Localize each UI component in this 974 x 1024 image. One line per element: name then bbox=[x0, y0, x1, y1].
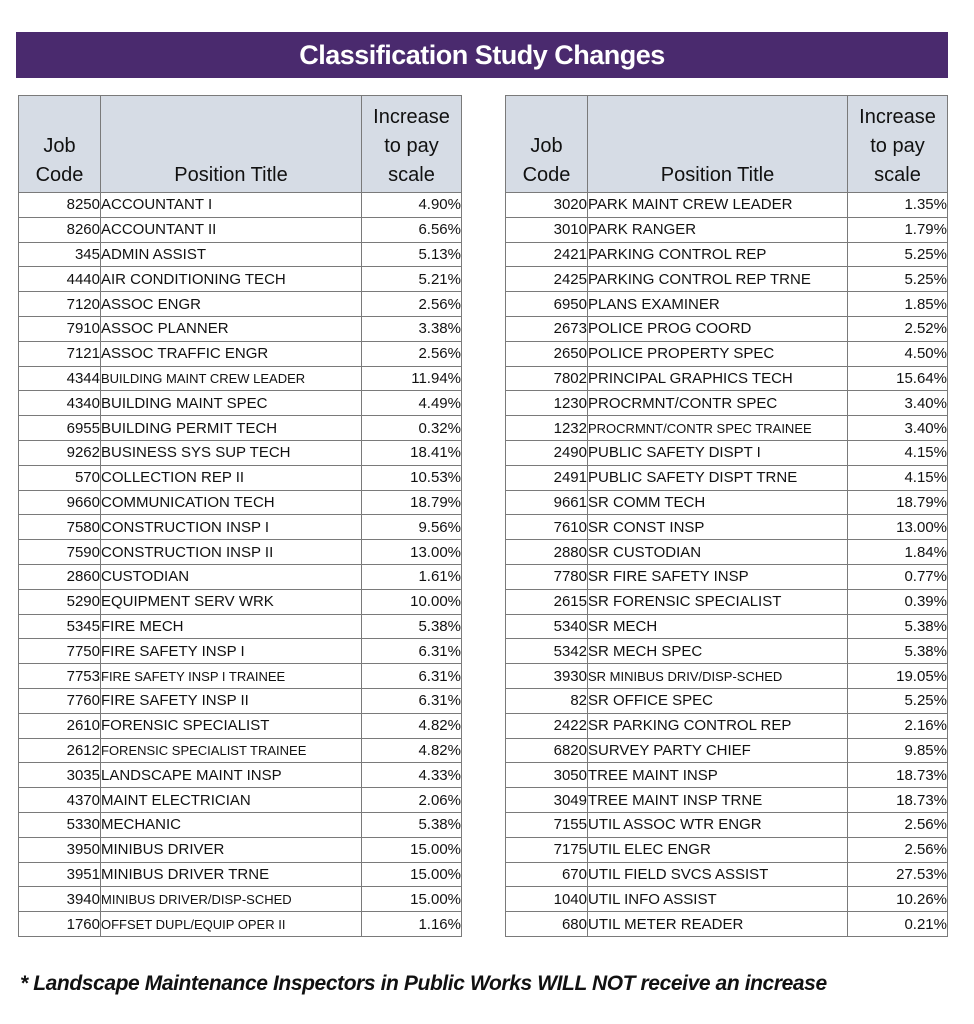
job-code-cell: 9661 bbox=[506, 490, 588, 515]
increase-cell: 15.00% bbox=[362, 862, 462, 887]
increase-cell: 18.41% bbox=[362, 440, 462, 465]
job-code-cell: 2673 bbox=[506, 316, 588, 341]
position-title-cell: PROCRMNT/CONTR SPEC TRAINEE bbox=[588, 416, 848, 441]
position-title-cell: SURVEY PARTY CHIEF bbox=[588, 738, 848, 763]
job-code-cell: 6955 bbox=[19, 416, 101, 441]
header-job-code: Job Code bbox=[19, 96, 101, 193]
table-row bbox=[19, 639, 462, 664]
increase-cell: 27.53% bbox=[848, 862, 948, 887]
position-title-cell: PUBLIC SAFETY DISPT I bbox=[588, 440, 848, 465]
job-code-cell: 7121 bbox=[19, 341, 101, 366]
table-row bbox=[506, 837, 948, 862]
job-code-cell: 2422 bbox=[506, 713, 588, 738]
job-code-cell: 680 bbox=[506, 912, 588, 937]
position-title-cell: ASSOC ENGR bbox=[101, 292, 362, 317]
job-code-cell: 82 bbox=[506, 688, 588, 713]
table-row bbox=[506, 391, 948, 416]
table-row bbox=[506, 639, 948, 664]
table-row bbox=[506, 341, 948, 366]
table-row bbox=[506, 440, 948, 465]
increase-cell: 0.77% bbox=[848, 564, 948, 589]
position-title-cell: UTIL METER READER bbox=[588, 912, 848, 937]
table-row bbox=[506, 416, 948, 441]
table-body-right bbox=[506, 193, 948, 937]
increase-cell: 4.33% bbox=[362, 763, 462, 788]
job-code-cell: 2490 bbox=[506, 440, 588, 465]
job-code-cell: 7155 bbox=[506, 812, 588, 837]
table-row bbox=[19, 341, 462, 366]
table-row bbox=[506, 812, 948, 837]
increase-cell: 3.38% bbox=[362, 316, 462, 341]
position-title-cell: SR MECH SPEC bbox=[588, 639, 848, 664]
job-code-cell: 8260 bbox=[19, 217, 101, 242]
increase-cell: 18.73% bbox=[848, 763, 948, 788]
job-code-cell: 8250 bbox=[19, 193, 101, 218]
job-code-cell: 1232 bbox=[506, 416, 588, 441]
position-title-cell: SR OFFICE SPEC bbox=[588, 688, 848, 713]
increase-cell: 2.16% bbox=[848, 713, 948, 738]
job-code-cell: 570 bbox=[19, 465, 101, 490]
job-code-cell: 3951 bbox=[19, 862, 101, 887]
increase-cell: 4.90% bbox=[362, 193, 462, 218]
table-header-row bbox=[19, 96, 462, 193]
increase-cell: 11.94% bbox=[362, 366, 462, 391]
header-position-title: Position Title bbox=[588, 96, 848, 193]
table-row bbox=[19, 416, 462, 441]
table-row bbox=[506, 738, 948, 763]
position-title-cell: UTIL FIELD SVCS ASSIST bbox=[588, 862, 848, 887]
job-code-cell: 5340 bbox=[506, 614, 588, 639]
increase-cell: 2.56% bbox=[362, 341, 462, 366]
increase-cell: 4.50% bbox=[848, 341, 948, 366]
table-row bbox=[506, 589, 948, 614]
header-position-title: Position Title bbox=[101, 96, 362, 193]
job-code-cell: 3010 bbox=[506, 217, 588, 242]
table-row bbox=[19, 688, 462, 713]
position-title-cell: FIRE SAFETY INSP II bbox=[101, 688, 362, 713]
classification-table-right bbox=[505, 95, 948, 937]
position-title-cell: ADMIN ASSIST bbox=[101, 242, 362, 267]
position-title-cell: UTIL ELEC ENGR bbox=[588, 837, 848, 862]
increase-cell: 2.56% bbox=[362, 292, 462, 317]
job-code-cell: 7120 bbox=[19, 292, 101, 317]
job-code-cell: 7780 bbox=[506, 564, 588, 589]
position-title-cell: MINIBUS DRIVER/DISP-SCHED bbox=[101, 887, 362, 912]
increase-cell: 1.61% bbox=[362, 564, 462, 589]
increase-cell: 18.79% bbox=[362, 490, 462, 515]
increase-cell: 2.06% bbox=[362, 788, 462, 813]
table-row bbox=[19, 366, 462, 391]
table-row bbox=[19, 440, 462, 465]
position-title-cell: PARKING CONTROL REP bbox=[588, 242, 848, 267]
table-row bbox=[19, 193, 462, 218]
position-title-cell: ASSOC TRAFFIC ENGR bbox=[101, 341, 362, 366]
increase-cell: 1.84% bbox=[848, 540, 948, 565]
increase-cell: 1.79% bbox=[848, 217, 948, 242]
increase-cell: 0.32% bbox=[362, 416, 462, 441]
header-job-code: Job Code bbox=[506, 96, 588, 193]
increase-cell: 5.38% bbox=[362, 614, 462, 639]
job-code-cell: 3020 bbox=[506, 193, 588, 218]
header-increase: Increase to pay scale bbox=[362, 96, 462, 193]
increase-cell: 9.85% bbox=[848, 738, 948, 763]
table-row bbox=[19, 763, 462, 788]
table-row bbox=[19, 664, 462, 689]
increase-cell: 4.15% bbox=[848, 465, 948, 490]
increase-cell: 6.31% bbox=[362, 664, 462, 689]
table-row bbox=[19, 788, 462, 813]
increase-cell: 5.38% bbox=[362, 812, 462, 837]
table-row bbox=[506, 217, 948, 242]
position-title-cell: ASSOC PLANNER bbox=[101, 316, 362, 341]
table-row bbox=[19, 267, 462, 292]
table-row bbox=[19, 812, 462, 837]
increase-cell: 9.56% bbox=[362, 515, 462, 540]
job-code-cell: 4440 bbox=[19, 267, 101, 292]
position-title-cell: SR CUSTODIAN bbox=[588, 540, 848, 565]
table-row bbox=[19, 564, 462, 589]
table-row bbox=[19, 614, 462, 639]
position-title-cell: LANDSCAPE MAINT INSP bbox=[101, 763, 362, 788]
position-title-cell: CUSTODIAN bbox=[101, 564, 362, 589]
increase-cell: 5.38% bbox=[848, 614, 948, 639]
increase-cell: 5.38% bbox=[848, 639, 948, 664]
table-row bbox=[506, 688, 948, 713]
job-code-cell: 670 bbox=[506, 862, 588, 887]
position-title-cell: UTIL ASSOC WTR ENGR bbox=[588, 812, 848, 837]
header-increase: Increase to pay scale bbox=[848, 96, 948, 193]
job-code-cell: 1040 bbox=[506, 887, 588, 912]
increase-cell: 5.21% bbox=[362, 267, 462, 292]
job-code-cell: 4370 bbox=[19, 788, 101, 813]
increase-cell: 5.25% bbox=[848, 242, 948, 267]
table-row bbox=[19, 292, 462, 317]
table-header-row bbox=[506, 96, 948, 193]
position-title-cell: EQUIPMENT SERV WRK bbox=[101, 589, 362, 614]
table-row bbox=[506, 267, 948, 292]
increase-cell: 6.31% bbox=[362, 688, 462, 713]
table-row bbox=[19, 465, 462, 490]
job-code-cell: 1230 bbox=[506, 391, 588, 416]
position-title-cell: FORENSIC SPECIALIST bbox=[101, 713, 362, 738]
table-row bbox=[506, 292, 948, 317]
position-title-cell: TREE MAINT INSP TRNE bbox=[588, 788, 848, 813]
job-code-cell: 3035 bbox=[19, 763, 101, 788]
table-row bbox=[506, 862, 948, 887]
increase-cell: 2.56% bbox=[848, 837, 948, 862]
position-title-cell: POLICE PROPERTY SPEC bbox=[588, 341, 848, 366]
increase-cell: 18.79% bbox=[848, 490, 948, 515]
table-row bbox=[506, 614, 948, 639]
table-row bbox=[19, 490, 462, 515]
table-row bbox=[506, 564, 948, 589]
position-title-cell: PARKING CONTROL REP TRNE bbox=[588, 267, 848, 292]
increase-cell: 13.00% bbox=[362, 540, 462, 565]
job-code-cell: 5345 bbox=[19, 614, 101, 639]
increase-cell: 4.49% bbox=[362, 391, 462, 416]
table-row bbox=[506, 664, 948, 689]
position-title-cell: SR FORENSIC SPECIALIST bbox=[588, 589, 848, 614]
position-title-cell: FIRE SAFETY INSP I TRAINEE bbox=[101, 664, 362, 689]
job-code-cell: 2610 bbox=[19, 713, 101, 738]
increase-cell: 6.56% bbox=[362, 217, 462, 242]
increase-cell: 1.16% bbox=[362, 912, 462, 937]
table-row bbox=[506, 490, 948, 515]
table-row bbox=[19, 862, 462, 887]
table-row bbox=[19, 912, 462, 937]
table-row bbox=[19, 540, 462, 565]
table-row bbox=[19, 316, 462, 341]
increase-cell: 3.40% bbox=[848, 391, 948, 416]
job-code-cell: 7753 bbox=[19, 664, 101, 689]
table-row bbox=[506, 540, 948, 565]
position-title-cell: SR PARKING CONTROL REP bbox=[588, 713, 848, 738]
position-title-cell: PRINCIPAL GRAPHICS TECH bbox=[588, 366, 848, 391]
position-title-cell: SR CONST INSP bbox=[588, 515, 848, 540]
job-code-cell: 2615 bbox=[506, 589, 588, 614]
table-row bbox=[19, 217, 462, 242]
table-row bbox=[506, 515, 948, 540]
table-row bbox=[19, 713, 462, 738]
position-title-cell: MECHANIC bbox=[101, 812, 362, 837]
table-row bbox=[19, 589, 462, 614]
job-code-cell: 345 bbox=[19, 242, 101, 267]
job-code-cell: 7802 bbox=[506, 366, 588, 391]
increase-cell: 1.35% bbox=[848, 193, 948, 218]
position-title-cell: POLICE PROG COORD bbox=[588, 316, 848, 341]
table-row bbox=[19, 242, 462, 267]
job-code-cell: 2421 bbox=[506, 242, 588, 267]
increase-cell: 2.56% bbox=[848, 812, 948, 837]
job-code-cell: 2860 bbox=[19, 564, 101, 589]
job-code-cell: 2650 bbox=[506, 341, 588, 366]
table-row bbox=[19, 515, 462, 540]
increase-cell: 5.13% bbox=[362, 242, 462, 267]
job-code-cell: 4340 bbox=[19, 391, 101, 416]
job-code-cell: 9660 bbox=[19, 490, 101, 515]
increase-cell: 4.82% bbox=[362, 713, 462, 738]
increase-cell: 13.00% bbox=[848, 515, 948, 540]
position-title-cell: ACCOUNTANT II bbox=[101, 217, 362, 242]
position-title-cell: COMMUNICATION TECH bbox=[101, 490, 362, 515]
job-code-cell: 9262 bbox=[19, 440, 101, 465]
position-title-cell: AIR CONDITIONING TECH bbox=[101, 267, 362, 292]
increase-cell: 5.25% bbox=[848, 688, 948, 713]
position-title-cell: BUILDING MAINT CREW LEADER bbox=[101, 366, 362, 391]
position-title-cell: SR COMM TECH bbox=[588, 490, 848, 515]
table-row bbox=[19, 738, 462, 763]
table-row bbox=[506, 465, 948, 490]
job-code-cell: 3950 bbox=[19, 837, 101, 862]
job-code-cell: 6950 bbox=[506, 292, 588, 317]
position-title-cell: ACCOUNTANT I bbox=[101, 193, 362, 218]
position-title-cell: SR MECH bbox=[588, 614, 848, 639]
job-code-cell: 6820 bbox=[506, 738, 588, 763]
job-code-cell: 7580 bbox=[19, 515, 101, 540]
job-code-cell: 5330 bbox=[19, 812, 101, 837]
job-code-cell: 2612 bbox=[19, 738, 101, 763]
table-row bbox=[506, 242, 948, 267]
job-code-cell: 5342 bbox=[506, 639, 588, 664]
increase-cell: 2.52% bbox=[848, 316, 948, 341]
position-title-cell: FIRE MECH bbox=[101, 614, 362, 639]
table-row bbox=[506, 763, 948, 788]
job-code-cell: 7910 bbox=[19, 316, 101, 341]
increase-cell: 10.53% bbox=[362, 465, 462, 490]
position-title-cell: COLLECTION REP II bbox=[101, 465, 362, 490]
job-code-cell: 7750 bbox=[19, 639, 101, 664]
increase-cell: 18.73% bbox=[848, 788, 948, 813]
increase-cell: 0.21% bbox=[848, 912, 948, 937]
table-row bbox=[19, 391, 462, 416]
increase-cell: 15.00% bbox=[362, 887, 462, 912]
position-title-cell: SR MINIBUS DRIV/DISP-SCHED bbox=[588, 664, 848, 689]
increase-cell: 4.15% bbox=[848, 440, 948, 465]
increase-cell: 4.82% bbox=[362, 738, 462, 763]
classification-table-left bbox=[18, 95, 462, 937]
increase-cell: 6.31% bbox=[362, 639, 462, 664]
table-body-left bbox=[19, 193, 462, 937]
position-title-cell: PLANS EXAMINER bbox=[588, 292, 848, 317]
job-code-cell: 5290 bbox=[19, 589, 101, 614]
position-title-cell: PARK RANGER bbox=[588, 217, 848, 242]
position-title-cell: PUBLIC SAFETY DISPT TRNE bbox=[588, 465, 848, 490]
position-title-cell: MINIBUS DRIVER TRNE bbox=[101, 862, 362, 887]
increase-cell: 0.39% bbox=[848, 589, 948, 614]
job-code-cell: 7175 bbox=[506, 837, 588, 862]
position-title-cell: SR FIRE SAFETY INSP bbox=[588, 564, 848, 589]
increase-cell: 5.25% bbox=[848, 267, 948, 292]
position-title-cell: CONSTRUCTION INSP I bbox=[101, 515, 362, 540]
table-row bbox=[506, 366, 948, 391]
position-title-cell: OFFSET DUPL/EQUIP OPER II bbox=[101, 912, 362, 937]
position-title-cell: PARK MAINT CREW LEADER bbox=[588, 193, 848, 218]
job-code-cell: 3930 bbox=[506, 664, 588, 689]
position-title-cell: BUSINESS SYS SUP TECH bbox=[101, 440, 362, 465]
increase-cell: 1.85% bbox=[848, 292, 948, 317]
position-title-cell: UTIL INFO ASSIST bbox=[588, 887, 848, 912]
page-title: Classification Study Changes bbox=[16, 32, 948, 78]
position-title-cell: MAINT ELECTRICIAN bbox=[101, 788, 362, 813]
table-row bbox=[19, 837, 462, 862]
table-row bbox=[506, 887, 948, 912]
table-row bbox=[506, 912, 948, 937]
job-code-cell: 3050 bbox=[506, 763, 588, 788]
table-row bbox=[506, 713, 948, 738]
position-title-cell: PROCRMNT/CONTR SPEC bbox=[588, 391, 848, 416]
job-code-cell: 7610 bbox=[506, 515, 588, 540]
position-title-cell: TREE MAINT INSP bbox=[588, 763, 848, 788]
increase-cell: 15.64% bbox=[848, 366, 948, 391]
job-code-cell: 2491 bbox=[506, 465, 588, 490]
table-row bbox=[506, 788, 948, 813]
job-code-cell: 3049 bbox=[506, 788, 588, 813]
increase-cell: 15.00% bbox=[362, 837, 462, 862]
footnote: * Landscape Maintenance Inspectors in Public Works WILL NOT receive an increase bbox=[20, 972, 827, 995]
position-title-cell: FIRE SAFETY INSP I bbox=[101, 639, 362, 664]
job-code-cell: 2425 bbox=[506, 267, 588, 292]
job-code-cell: 7760 bbox=[19, 688, 101, 713]
table-row bbox=[506, 193, 948, 218]
position-title-cell: BUILDING MAINT SPEC bbox=[101, 391, 362, 416]
increase-cell: 3.40% bbox=[848, 416, 948, 441]
job-code-cell: 4344 bbox=[19, 366, 101, 391]
position-title-cell: BUILDING PERMIT TECH bbox=[101, 416, 362, 441]
position-title-cell: CONSTRUCTION INSP II bbox=[101, 540, 362, 565]
position-title-cell: MINIBUS DRIVER bbox=[101, 837, 362, 862]
increase-cell: 19.05% bbox=[848, 664, 948, 689]
job-code-cell: 7590 bbox=[19, 540, 101, 565]
position-title-cell: FORENSIC SPECIALIST TRAINEE bbox=[101, 738, 362, 763]
increase-cell: 10.00% bbox=[362, 589, 462, 614]
table-row bbox=[506, 316, 948, 341]
job-code-cell: 1760 bbox=[19, 912, 101, 937]
job-code-cell: 3940 bbox=[19, 887, 101, 912]
table-row bbox=[19, 887, 462, 912]
increase-cell: 10.26% bbox=[848, 887, 948, 912]
job-code-cell: 2880 bbox=[506, 540, 588, 565]
